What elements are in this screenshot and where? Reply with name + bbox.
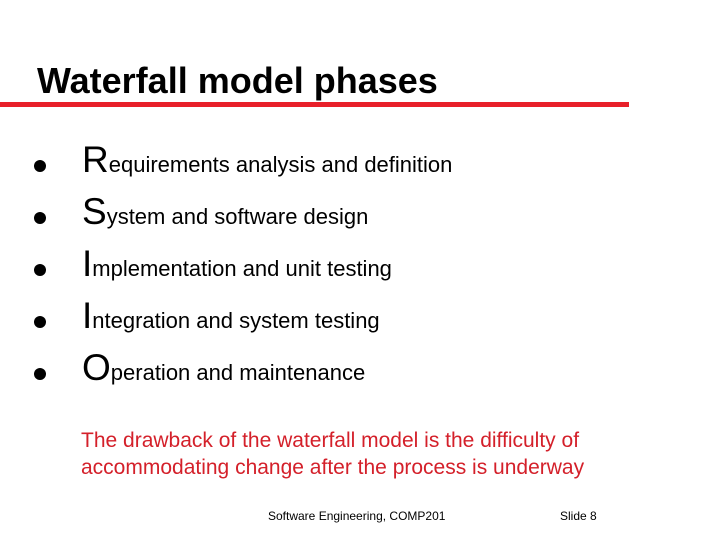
bullet-item xyxy=(0,290,717,342)
footer-course: Software Engineering, COMP201 xyxy=(268,509,446,523)
drawback-note-line: The drawback of the waterfall model is the difficulty of xyxy=(81,429,580,452)
bullet-rest: mplementation and unit testing xyxy=(92,256,392,281)
bullet-rest: peration and maintenance xyxy=(110,360,366,385)
bullet-rest: equirements analysis and definition xyxy=(108,152,453,177)
bullet-item xyxy=(0,342,717,394)
bullet-item xyxy=(0,238,717,290)
bullet-item xyxy=(0,134,717,186)
bullet-initial: S xyxy=(82,191,107,232)
bullet-dot-icon xyxy=(34,368,46,380)
drawback-note-line: accommodating change after the process is underway xyxy=(81,456,585,479)
drawback-note xyxy=(81,427,584,481)
bullet-text xyxy=(82,238,392,298)
bullet-dot-icon xyxy=(34,212,46,224)
bullet-rest: ystem and software design xyxy=(106,204,369,229)
bullet-text xyxy=(82,134,452,194)
bullet-text xyxy=(82,342,365,402)
bullet-initial: I xyxy=(82,243,93,284)
bullet-text xyxy=(82,290,380,350)
bullet-text xyxy=(82,186,368,246)
bullet-initial: O xyxy=(82,347,111,388)
footer-slide-number: Slide 8 xyxy=(560,509,597,523)
bullet-rest: ntegration and system testing xyxy=(92,308,380,333)
bullet-initial: R xyxy=(82,139,109,180)
slide-title: Waterfall model phases xyxy=(37,60,438,101)
title-underline xyxy=(0,102,629,107)
bullet-item xyxy=(0,186,717,238)
bullet-dot-icon xyxy=(34,316,46,328)
bullet-dot-icon xyxy=(34,160,46,172)
bullet-dot-icon xyxy=(34,264,46,276)
bullet-initial: I xyxy=(82,295,93,336)
